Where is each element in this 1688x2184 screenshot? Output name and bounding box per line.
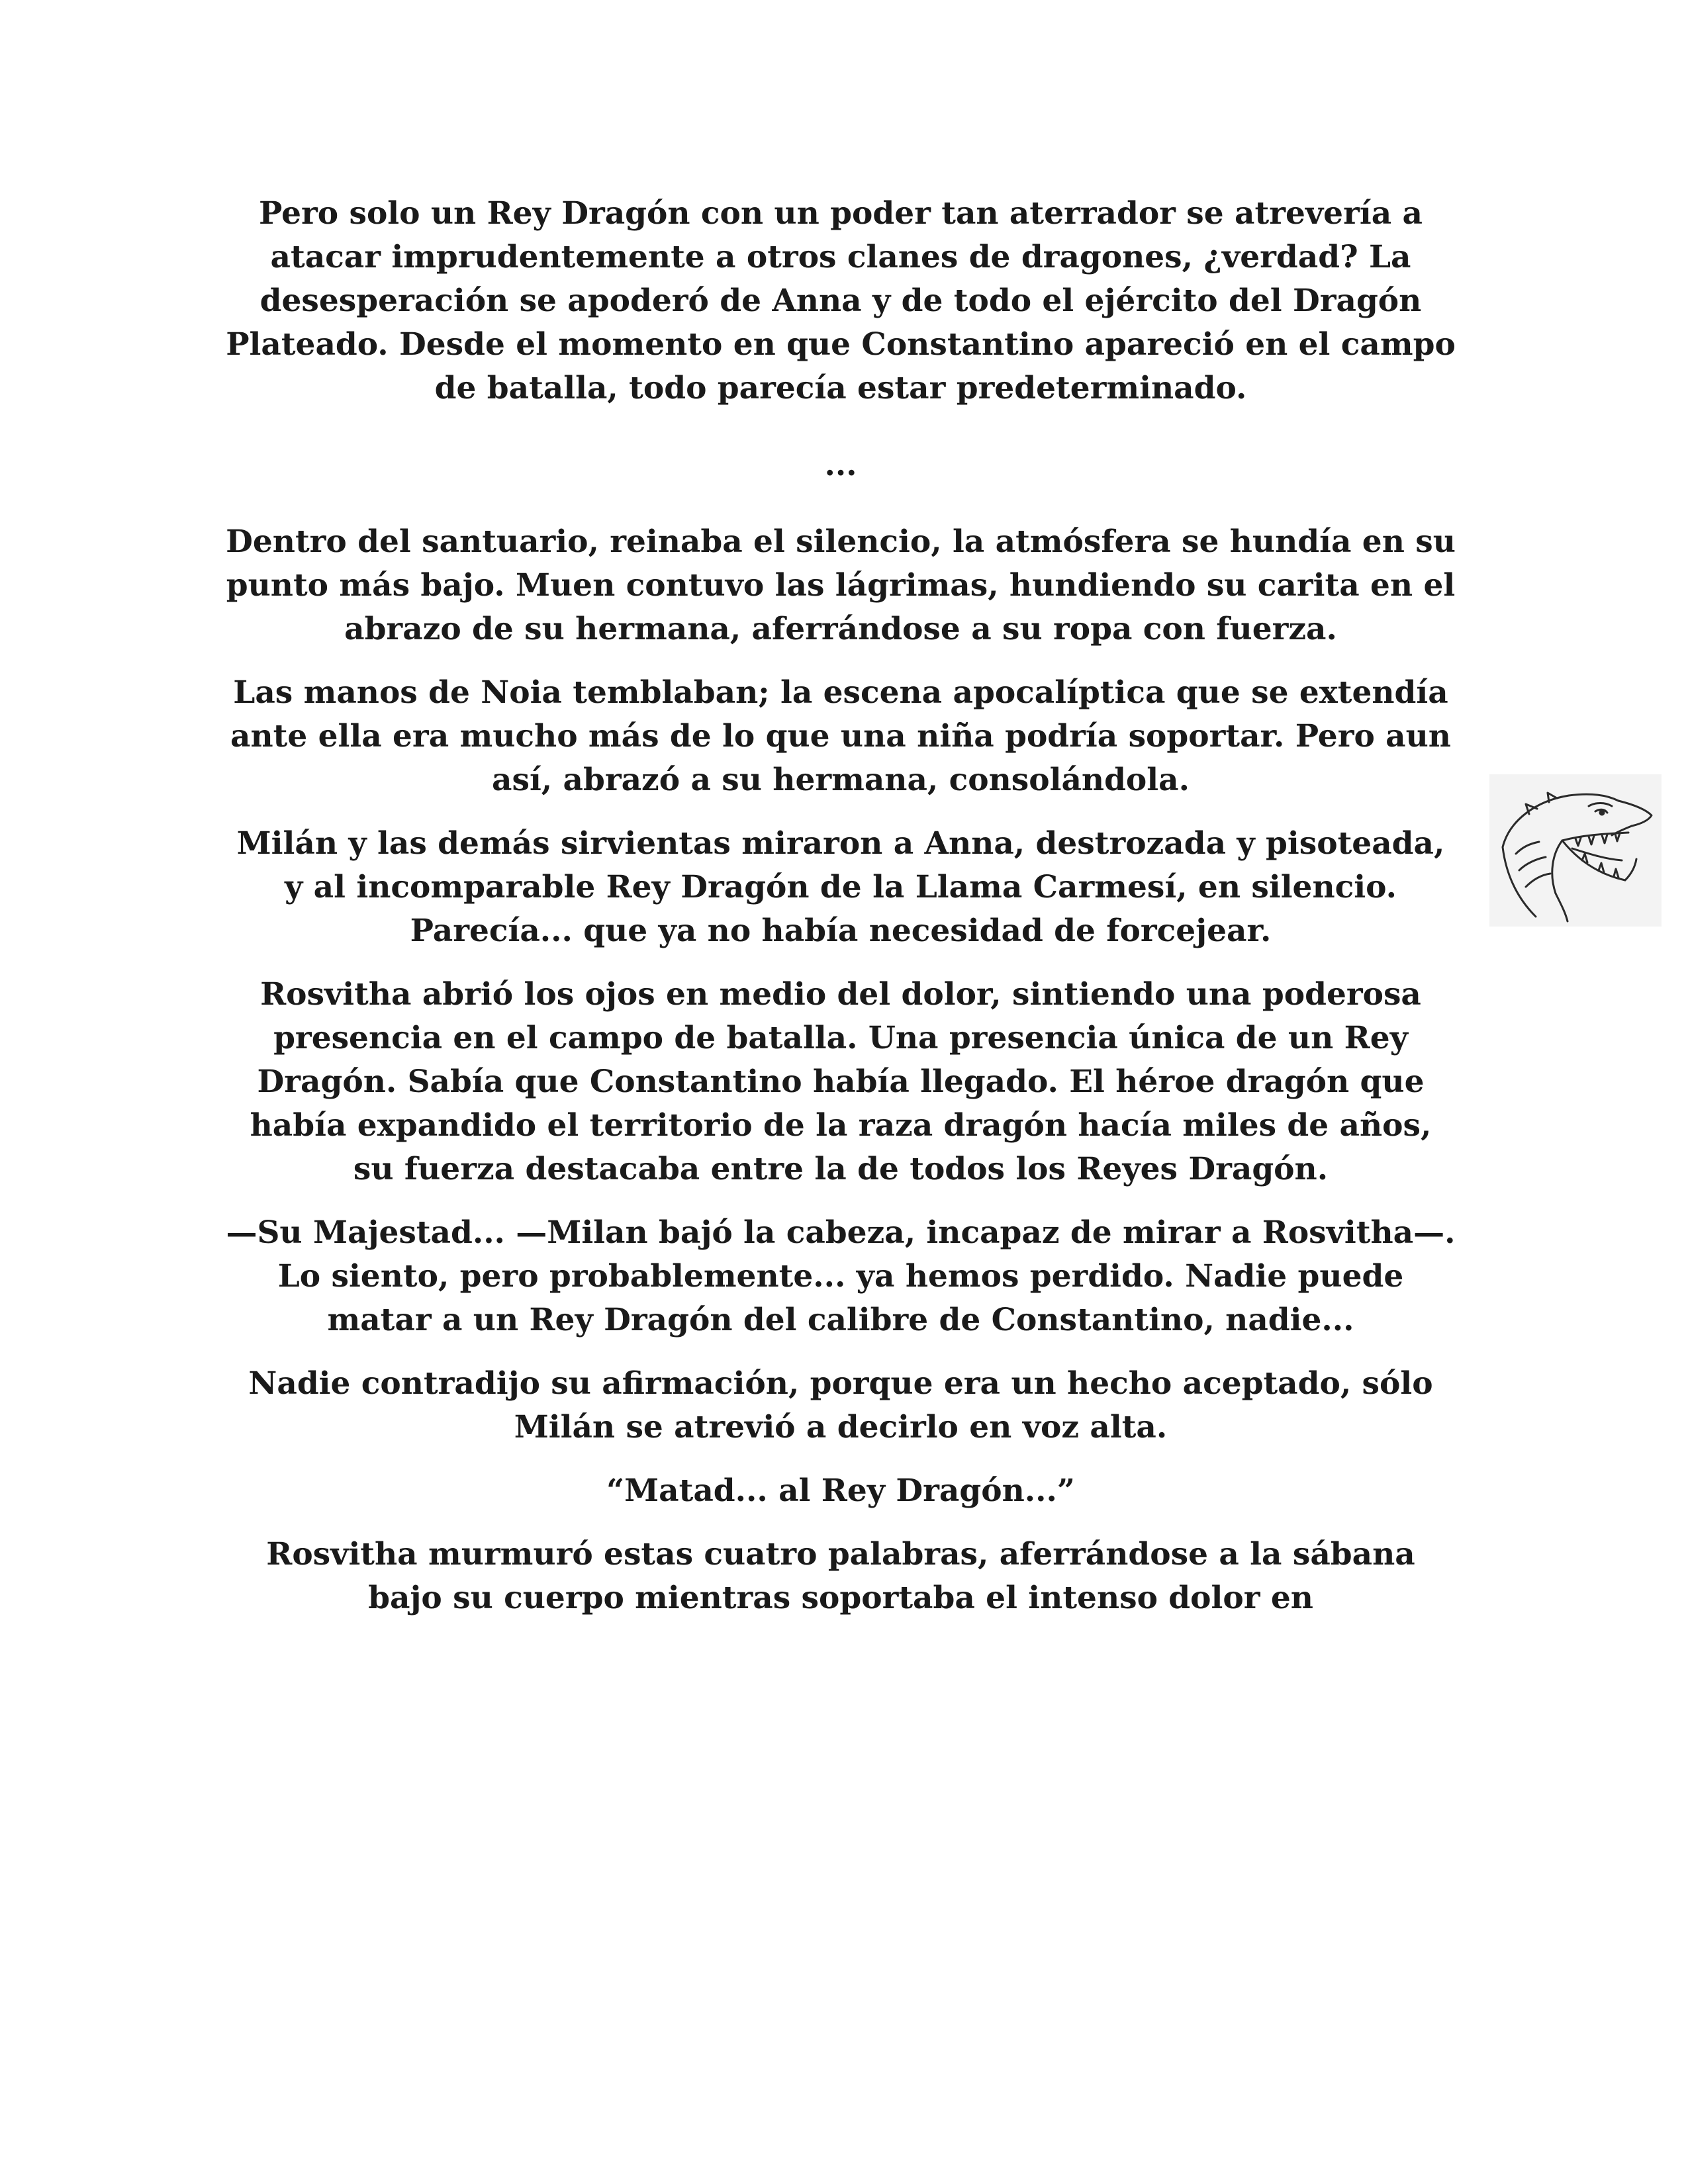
dragon-head-sketch-icon xyxy=(1489,774,1662,927)
paragraph-8-quote: “Matad... al Rey Dragón...” xyxy=(606,1473,1075,1509)
paragraph-9: Rosvitha murmuró estas cuatro palabras, aferrándose a la sábana bajo su cuerpo mientras soportaba el intenso dolor en xyxy=(266,1536,1415,1616)
paragraph-1: Pero solo un Rey Dragón con un poder tan aterrador se atrevería a atacar imprudentemente a otros clanes de dragones, ¿verdad? La desesperación se apoderó de Anna y de todo el ejército del Dragón Plateado. Desde el momento en que Constantino apareció en el campo de batalla, todo parecía estar predeterminado. xyxy=(226,195,1456,406)
paragraph-5: Rosvitha abrió los ojos en medio del dolor, sintiendo una poderosa presencia en el campo de batalla. Una presencia única de un Rey Dragón. Sabía que Constantino había llegado. El héroe dragón que había expandido el territorio de la raza dragón hacía miles de años, su fuerza destacaba entre la de todos los Reyes Dragón. xyxy=(250,976,1432,1187)
paragraph-3: Las manos de Noia temblaban; la escena apocalíptica que se extendía ante ella era mucho más de lo que una niña podría soportar. Pero aun así, abrazó a su hermana, consolándola. xyxy=(230,674,1451,798)
scene-separator: ... xyxy=(824,447,857,483)
paragraph-4: Milán y las demás sirvientas miraron a Anna, destrozada y pisoteada, y al incomparable Rey Dragón de la Llama Carmesí, en silencio. Parecía... que ya no había necesidad de forcejear. xyxy=(236,825,1445,949)
paragraph-7: Nadie contradijo su afirmación, porque era un hecho aceptado, sólo Milán se atrevió a decirlo en voz alta. xyxy=(248,1365,1433,1445)
document-body xyxy=(225,192,1456,1640)
paragraph-2: Dentro del santuario, reinaba el silencio, la atmósfera se hundía en su punto más bajo. Muen contuvo las lágrimas, hundiendo su carita en el abrazo de su hermana, aferrándose a su ropa con fuerza. xyxy=(226,523,1456,647)
paragraph-6: —Su Majestad... —Milan bajó la cabeza, incapaz de mirar a Rosvitha—. Lo siento, pero probablemente... ya hemos perdido. Nadie puede matar a un Rey Dragón del calibre de Constantino, nadie... xyxy=(226,1214,1456,1338)
